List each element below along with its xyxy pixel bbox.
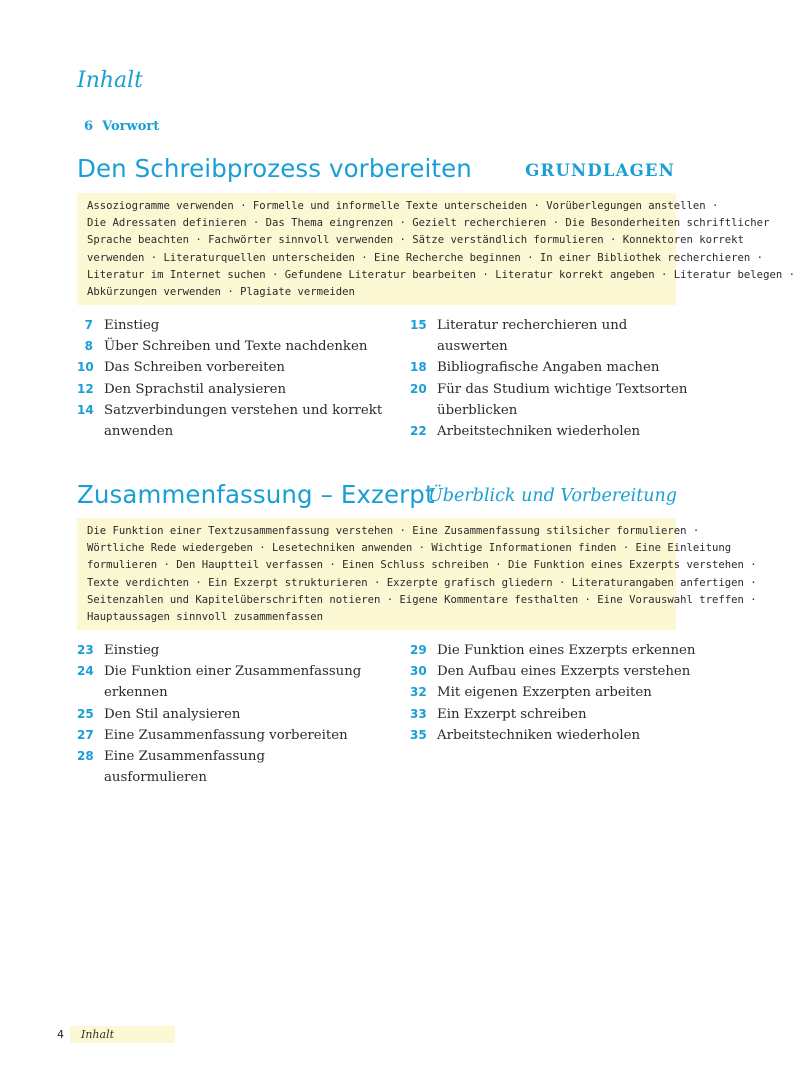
toc-entry-title: Den Aufbau eines Exzerpts verstehen <box>437 664 691 680</box>
section2-toc-right <box>410 640 700 746</box>
toc-entry-title: Arbeitstechniken wiederholen <box>437 424 641 440</box>
toc-entry-title: Den Sprachstil analysieren <box>104 381 287 397</box>
summary-line: verwenden · Literaturquellen unterscheiden · Eine Recherche beginnen · In einer Bibliothek recherchieren · <box>87 251 764 264</box>
vorwort-page-number: 6 <box>84 119 94 134</box>
section1-toc-right <box>410 315 690 442</box>
toc-entry-title: Die Funktion einer Zusammenfassung erkennen <box>104 664 362 701</box>
toc-entry[interactable] <box>410 682 700 703</box>
toc-entry[interactable] <box>410 661 700 682</box>
section1-title: Den Schreibprozess vorbereiten <box>77 154 472 183</box>
toc-page-number: 20 <box>410 381 427 396</box>
toc-entry[interactable] <box>77 704 367 725</box>
section1-tag: GRUNDLAGEN <box>525 161 675 180</box>
summary-line: Assoziogramme verwenden · Formelle und informelle Texte unterscheiden · Vorüberlegungen anstellen · <box>87 200 719 212</box>
toc-entry[interactable] <box>410 421 690 442</box>
toc-entry[interactable] <box>410 357 690 378</box>
summary-line: Die Funktion einer Textzusammenfassung verstehen · Eine Zusammenfassung stilsicher formulieren · <box>87 525 700 537</box>
page-title: Inhalt <box>77 68 144 93</box>
toc-entry-title: Mit eigenen Exzerpten arbeiten <box>437 685 652 701</box>
toc-entry-title: Die Funktion eines Exzerpts erkennen <box>437 643 696 658</box>
toc-entry[interactable] <box>77 400 387 442</box>
section2-toc-left <box>77 640 367 788</box>
section2-title: Zusammenfassung – Exzerpt <box>77 480 435 509</box>
toc-entry[interactable] <box>77 336 387 357</box>
section2-summary-box <box>77 518 757 630</box>
toc-entry-title: Den Stil analysieren <box>104 706 241 722</box>
toc-entry-title: Einstieg <box>104 318 160 333</box>
footer-label: Inhalt <box>81 1028 115 1041</box>
summary-line: formulieren · Den Hauptteil verfassen · Einen Schluss schreiben · Die Funktion eines Exzerpts verstehen · <box>87 559 757 572</box>
toc-entry-title: Einstieg <box>104 643 160 658</box>
toc-page-number: 18 <box>410 360 427 375</box>
section2-tag: Überblick und Vorbereitung <box>428 486 677 506</box>
toc-page-number: 14 <box>77 402 94 417</box>
summary-line: Wörtliche Rede wiedergeben · Lesetechniken anwenden · Wichtige Informationen finden · Eine Einleitung <box>87 542 732 555</box>
toc-entry[interactable] <box>77 746 367 788</box>
toc-page-number: 24 <box>77 664 94 679</box>
toc-entry[interactable] <box>410 379 690 421</box>
toc-page-number: 7 <box>84 318 93 332</box>
toc-entry[interactable] <box>410 725 700 746</box>
toc-page-number: 15 <box>410 318 427 332</box>
toc-page-number: 28 <box>77 749 94 764</box>
summary-line: Seitenzahlen und Kapitelüberschriften notieren · Eigene Kommentare festhalten · Eine Vorauswahl treffen · <box>87 593 757 606</box>
toc-entry[interactable] <box>77 661 367 703</box>
toc-entry-title: Ein Exzerpt schreiben <box>437 706 587 722</box>
vorwort-label: Vorwort <box>102 119 160 134</box>
toc-entry-title: Literatur recherchieren und auswerten <box>437 318 628 355</box>
toc-entry-title: Arbeitstechniken wiederholen <box>437 727 641 743</box>
toc-entry[interactable] <box>410 315 690 357</box>
toc-entry[interactable] <box>77 640 367 661</box>
toc-page-number: 23 <box>77 643 94 657</box>
toc-page-number: 8 <box>84 339 93 354</box>
toc-entry-title: Eine Zusammenfassung vorbereiten <box>104 727 348 743</box>
toc-page-number: 29 <box>410 643 427 657</box>
summary-line: Die Adressaten definieren · Das Thema eingrenzen · Gezielt recherchieren · Die Besonderheiten schriftlicher <box>87 217 770 230</box>
toc-page-number: 32 <box>410 685 427 700</box>
toc-entry-title: Über Schreiben und Texte nachdenken <box>104 339 368 355</box>
summary-line: Literatur im Internet suchen · Gefundene Literatur bearbeiten · Literatur korrekt angeben · Literatur belegen · <box>87 268 795 281</box>
summary-line: Hauptaussagen sinnvoll zusammenfassen <box>87 611 323 624</box>
footer-page-number: 4 <box>57 1028 64 1041</box>
toc-page-number: 35 <box>410 727 427 742</box>
toc-entry[interactable] <box>77 357 387 378</box>
toc-page-number: 22 <box>410 424 427 439</box>
summary-line: Texte verdichten · Ein Exzerpt strukturieren · Exzerpte grafisch gliedern · Literaturangaben anfertigen · <box>87 576 757 589</box>
toc-entry[interactable] <box>410 704 700 725</box>
toc-entry-title: Für das Studium wichtige Textsorten überblicken <box>437 381 688 418</box>
toc-page-number: 27 <box>77 727 94 742</box>
section1-toc-left <box>77 315 387 442</box>
toc-page-number: 33 <box>410 706 427 721</box>
toc-entry[interactable] <box>77 315 387 336</box>
vorwort-entry[interactable] <box>84 119 159 134</box>
toc-entry-title: Satzverbindungen verstehen und korrekt anwenden <box>104 402 383 440</box>
toc-entry-title: Eine Zusammenfassung ausformulieren <box>104 749 265 786</box>
summary-line: Abkürzungen verwenden · Plagiate vermeiden <box>87 286 355 299</box>
section1-summary-box <box>77 193 795 305</box>
toc-page-number: 25 <box>77 706 94 721</box>
toc-entry[interactable] <box>77 379 387 400</box>
toc-entry-title: Das Schreiben vorbereiten <box>104 360 285 376</box>
toc-page-number: 30 <box>410 664 427 679</box>
toc-page-number: 10 <box>77 360 94 375</box>
toc-entry-title: Bibliografische Angaben machen <box>437 360 660 376</box>
summary-line: Sprache beachten · Fachwörter sinnvoll verwenden · Sätze verständlich formulieren · Konnektoren korrekt <box>87 234 744 247</box>
toc-entry[interactable] <box>77 725 367 746</box>
toc-page-number: 12 <box>77 381 94 396</box>
toc-entry[interactable] <box>410 640 700 661</box>
